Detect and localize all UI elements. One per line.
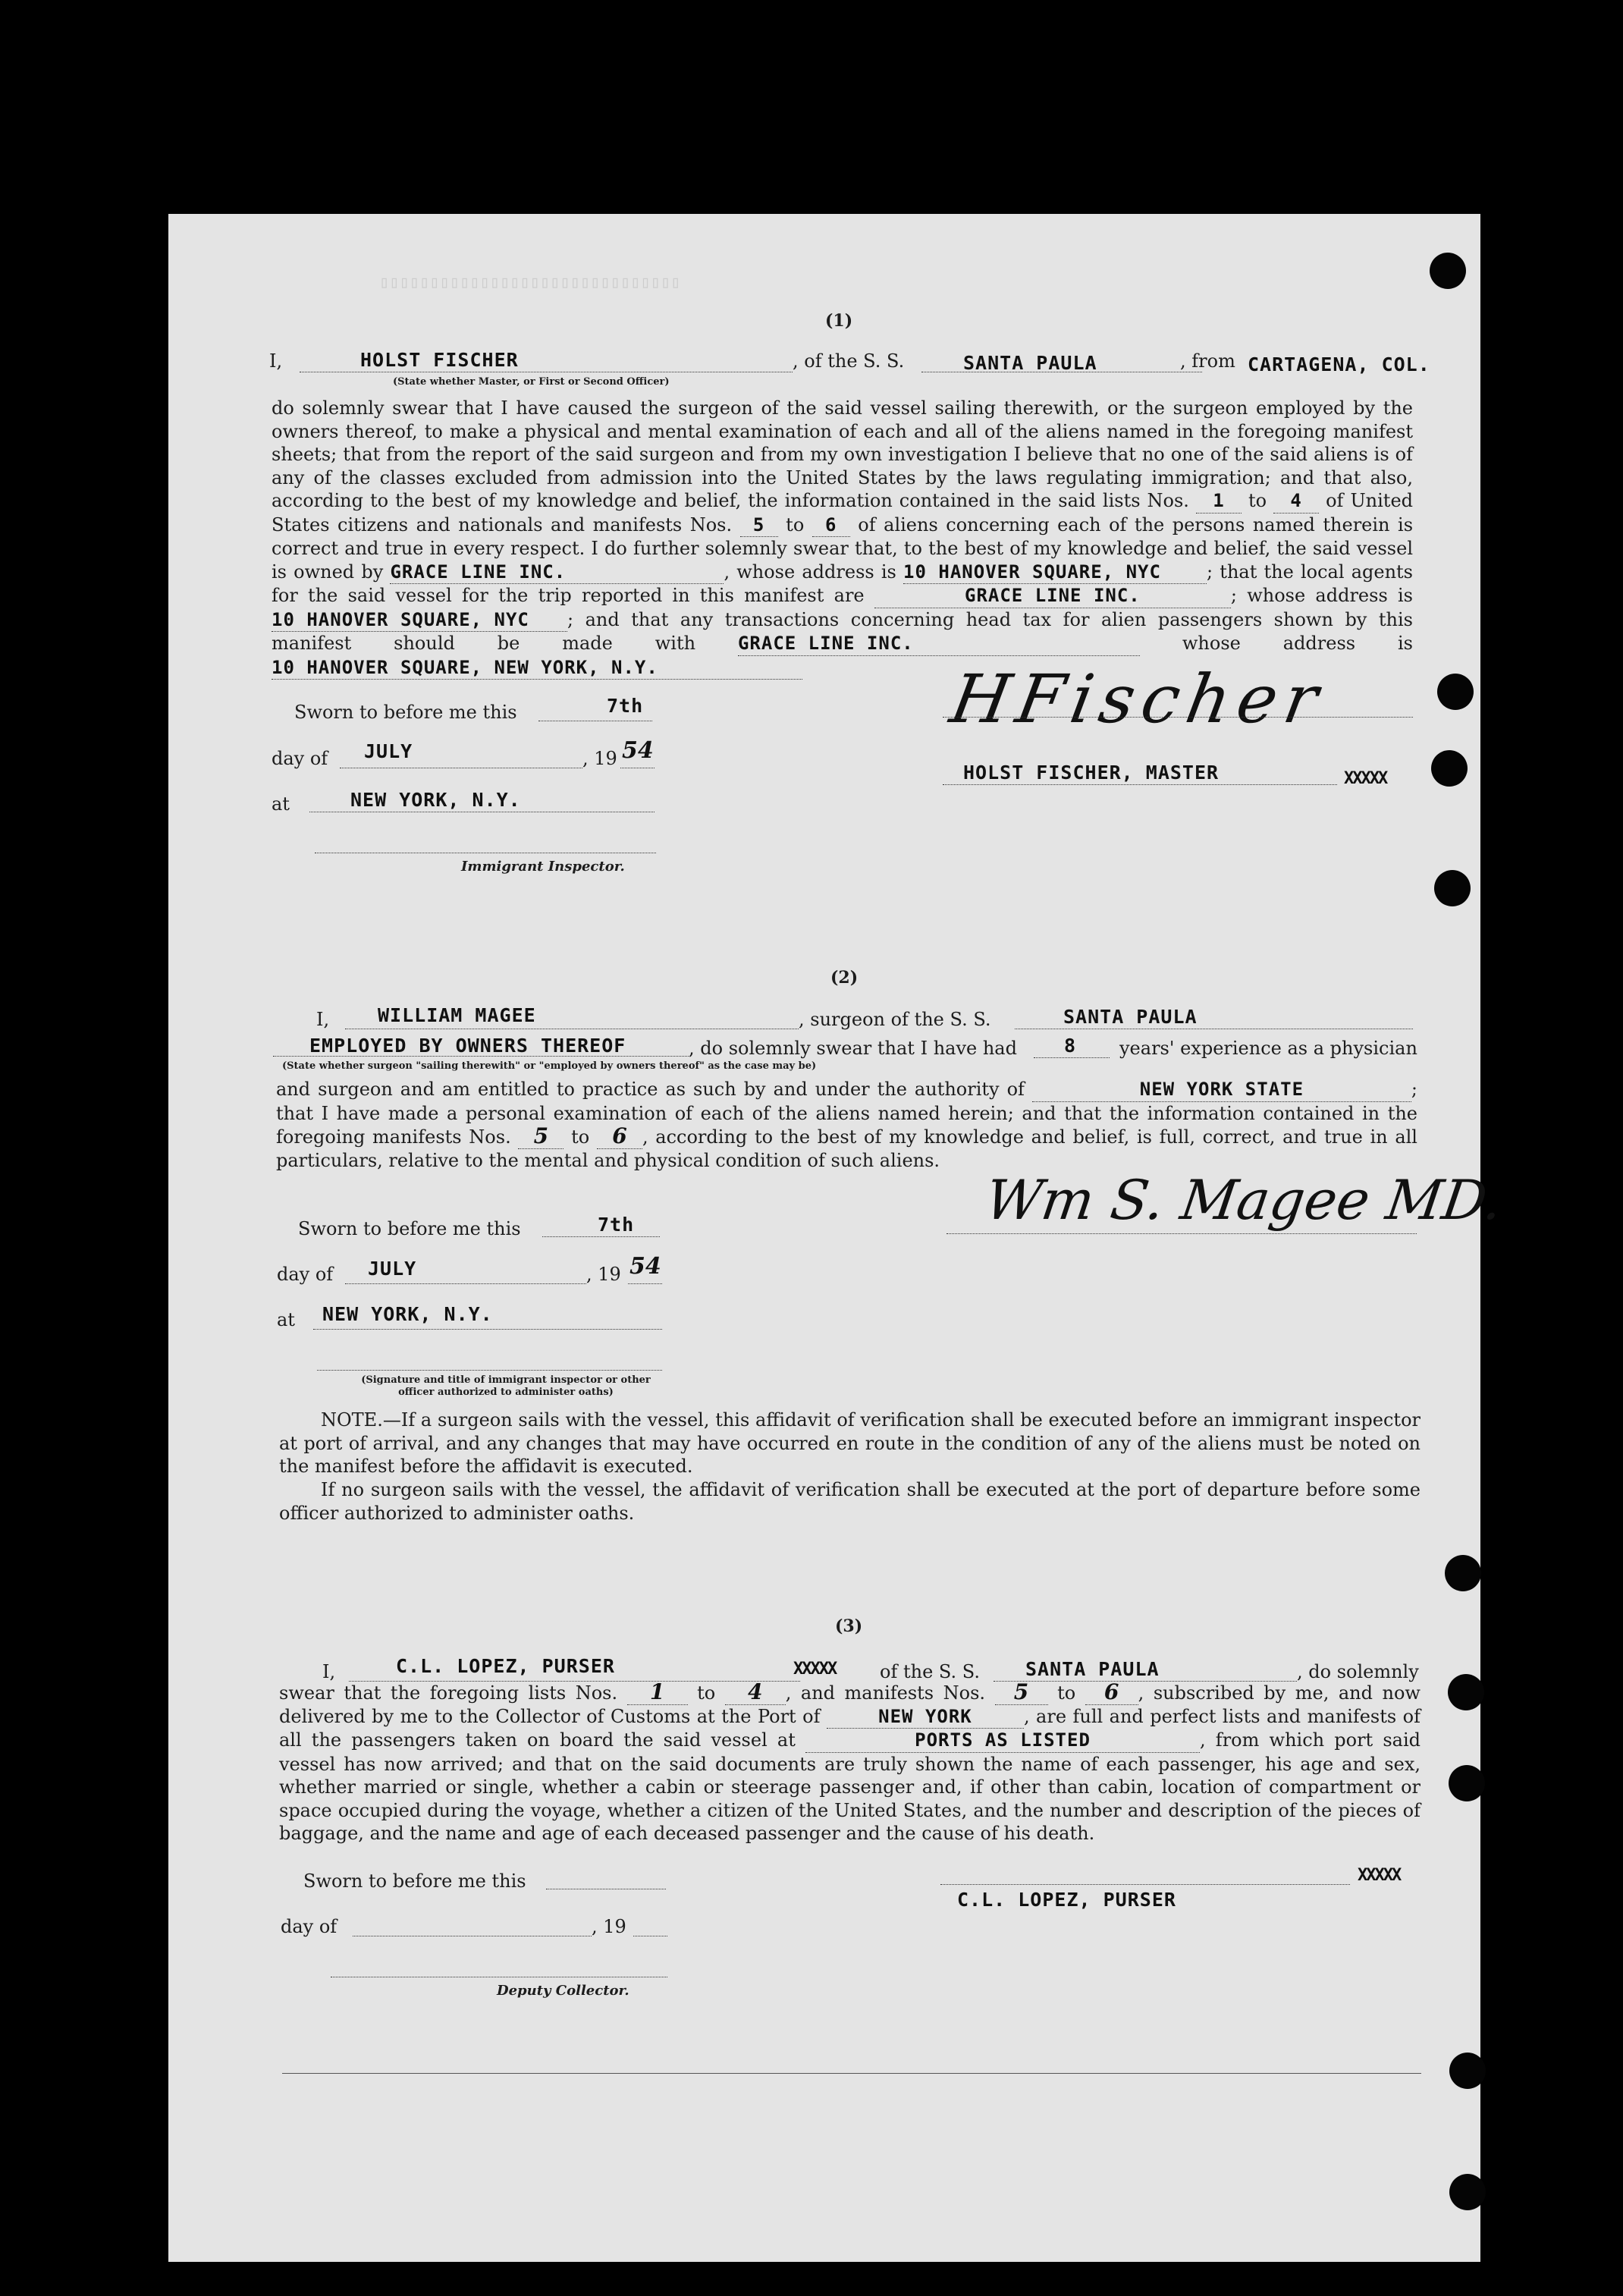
sworn-place: NEW YORK, N.Y. xyxy=(350,789,521,811)
head-tax-party: GRACE LINE INC. xyxy=(738,632,1140,656)
affidavit-text: that I have made a personal examination of each of the aliens named herein; and that the information contained in the foregoing manifests Nos. xyxy=(276,1102,1417,1148)
head-tax-address: 10 HANOVER SQUARE, NEW YORK, N.Y. xyxy=(272,656,802,680)
years-label: years' experience as a physician xyxy=(1119,1038,1417,1059)
port-of-arrival: NEW YORK xyxy=(827,1705,1024,1729)
sworn-label: Sworn to before me this xyxy=(303,1870,526,1892)
master-signer: HOLST FISCHER, MASTER xyxy=(963,762,1220,784)
purser-name: C.L. LOPEZ, PURSER xyxy=(396,1655,615,1677)
affidavit-text: of aliens concerning each of the persons named therein is correct and true in every respect. I do further solemnly swear that, to the best of my knowledge and belief, the said vessel is owned by xyxy=(272,514,1414,583)
employment-caption: (State whether surgeon "sailing therewith" or "employed by owners thereof" as the case may be) xyxy=(282,1060,817,1072)
year-prefix: , 19 xyxy=(592,1916,626,1937)
punch-hole xyxy=(1430,253,1466,289)
ports-boarded: PORTS AS LISTED xyxy=(805,1729,1200,1753)
month-line xyxy=(345,1283,586,1284)
section-2-body: and surgeon and am entitled to practice as such by and under the authority of NEW YORK STATE ; that I have made a personal examination of each of the aliens named herein; and that the information contained in the foregoing manifests Nos. 5 to 6 , according to the best of my knowledge and belief, is full, correct, and true in all particulars, relative to the mental and physical condition of such aliens. xyxy=(276,1079,1417,1171)
show-through-text: ▯▯▯▯▯▯▯▯▯▯▯▯▯▯▯▯▯▯▯▯▯▯▯▯▯▯▯▯▯▯ xyxy=(379,273,681,292)
master-caption: (State whether Master, or First or Second Officer) xyxy=(393,376,670,388)
punch-hole xyxy=(1449,2053,1486,2089)
punch-hole xyxy=(1445,1555,1481,1591)
lists-from: 1 xyxy=(1196,489,1242,514)
note-text: NOTE.—If a surgeon sails with the vessel, this affidavit of verification shall be executed before an immigrant inspector at port of arrival, and any changes that may have occurred en route in the condition of any of the aliens must be noted on the manifest before the affidavit is executed. xyxy=(279,1409,1421,1477)
section-3-i: I, xyxy=(322,1661,336,1682)
from-label: , from xyxy=(1180,350,1235,372)
punch-hole xyxy=(1449,1765,1485,1801)
master-signature: HFischer xyxy=(944,660,1332,738)
purser-signer: C.L. LOPEZ, PURSER xyxy=(957,1889,1176,1911)
manifests-to: 6 xyxy=(812,514,850,538)
punch-hole xyxy=(1449,2174,1486,2210)
year-line xyxy=(628,1283,662,1284)
affidavit-text: , according to the best of my knowledge and belief, is full, correct, and true in all particulars, relative to the mental and physical condition of such aliens. xyxy=(276,1126,1417,1171)
punch-hole xyxy=(1437,674,1474,710)
punch-hole xyxy=(1434,870,1471,906)
section-1-i: I, xyxy=(269,350,283,372)
affidavit-text: , whose address is xyxy=(724,561,896,583)
affidavit-text: ; that the local agents for the said vessel for the trip reported in this manifest are xyxy=(272,561,1413,606)
sworn-day-line xyxy=(542,1236,660,1237)
affidavit-text: whose address is xyxy=(1182,633,1413,654)
vessel-name: SANTA PAULA xyxy=(1025,1658,1160,1680)
sworn-day: 7th xyxy=(607,695,644,717)
owner-address: 10 HANOVER SQUARE, NYC xyxy=(903,561,1207,585)
affidavit-text: , and manifests Nos. xyxy=(785,1682,986,1704)
day-of-label: day of xyxy=(277,1264,334,1285)
lists-from: 1 xyxy=(627,1681,688,1705)
month: JULY xyxy=(368,1258,417,1280)
section-2-note xyxy=(279,1409,1421,1478)
year-prefix: , 19 xyxy=(586,1264,621,1285)
month: JULY xyxy=(364,740,413,762)
affidavit-text: ; and that any transactions concerning head tax for alien passengers shown by this manifest should be made with xyxy=(272,608,1413,654)
local-agents: GRACE LINE INC. xyxy=(874,584,1231,608)
section-2-number: (2) xyxy=(830,968,859,988)
of-the-ss-label: of the S. S. xyxy=(880,1661,980,1682)
manifests-from: 5 xyxy=(740,514,778,538)
surgeon-employment: EMPLOYED BY OWNERS THEREOF xyxy=(309,1035,626,1057)
section-3-number: (3) xyxy=(835,1616,863,1636)
year-suffix: 54 xyxy=(622,737,654,764)
inspector-caption: Immigrant Inspector. xyxy=(461,859,625,875)
agents-address: 10 HANOVER SQUARE, NYC xyxy=(272,608,567,633)
solemnly-label: , do solemnly xyxy=(1297,1661,1419,1682)
years-line xyxy=(1034,1057,1110,1058)
lists-to: 4 xyxy=(725,1681,786,1705)
master-signature-line xyxy=(943,717,1413,718)
year-suffix: 54 xyxy=(629,1253,661,1280)
punch-hole xyxy=(1448,1674,1484,1710)
affidavit-text: , subscribed by me, and now delivered by me to the Collector of Customs at the Port of xyxy=(279,1682,1421,1727)
to-label: to xyxy=(1057,1682,1076,1704)
lists-to: 4 xyxy=(1273,489,1319,514)
struck-title: XXXXX xyxy=(1344,769,1387,788)
of-the-ss-label: , of the S. S. xyxy=(793,350,905,372)
employment-line xyxy=(273,1056,689,1057)
master-name: HOLST FISCHER xyxy=(360,349,519,371)
collector-caption: Deputy Collector. xyxy=(497,1983,629,1999)
surgeon-signature-line xyxy=(946,1233,1417,1234)
to-label: to xyxy=(786,514,805,536)
officer-caption: (Signature and title of immigrant inspector or other officer authorized to administer oaths) xyxy=(361,1374,651,1398)
affidavit-text: and surgeon and am entitled to practice as such by and under the authority of xyxy=(276,1079,1025,1100)
bottom-rule xyxy=(282,2073,1421,2074)
section-2-note-2: If no surgeon sails with the vessel, the affidavit of verification shall be executed at the port of departure before some officer authorized to administer oaths. xyxy=(279,1479,1421,1524)
punch-hole xyxy=(1431,750,1468,787)
at-label: at xyxy=(272,793,290,815)
affidavit-text: , from which port said vessel has now arrived; and that on the said documents are truly shown the name of each passenger, his age and sex, whether married or single, whether a cabin or steerage passenger and, if other than cabin, location of compartment or space occupied during the voyage, whether a citizen of the United States, and the number and description of the pieces of baggage, and the name and age of each deceased passenger and the cause of his death. xyxy=(279,1729,1421,1844)
to-label: to xyxy=(571,1126,590,1148)
to-label: to xyxy=(1248,490,1267,511)
sworn-label: Sworn to before me this xyxy=(298,1218,521,1239)
place-line xyxy=(313,1329,662,1330)
affidavit-text: do solemnly swear that I have caused the surgeon of the said vessel sailing therewith, or the surgeon employed by the owners thereof, to make a physical and mental examination of each and all of the aliens named in the foregoing manifest sheets; that from the report of the said surgeon and from my own investigation I believe that no one of the said aliens is of any of the classes excluded from admission into the United States by the laws regulating immigration; and that also, according to the best of my knowledge and belief, the information contained in the said lists Nos. xyxy=(272,397,1413,511)
section-3-body xyxy=(279,1681,1421,1845)
vessel-owner: GRACE LINE INC. xyxy=(390,561,724,585)
swear-had-label: , do solemnly swear that I have had xyxy=(689,1038,1017,1059)
surgeon-signature: Wm S. Magee MD. xyxy=(981,1168,1507,1232)
purser-signature-line xyxy=(940,1884,1350,1885)
officer-signature-line xyxy=(317,1370,662,1371)
manifests-to: 6 xyxy=(1085,1681,1138,1705)
at-label: at xyxy=(277,1309,295,1330)
section-2-i: I, xyxy=(316,1009,330,1030)
struck-title: XXXXX xyxy=(793,1660,837,1679)
affidavit-text: ; whose address is xyxy=(1230,585,1413,606)
sworn-label: Sworn to before me this xyxy=(294,702,517,723)
port-from: CARTAGENA, COL. xyxy=(1248,353,1430,375)
struck-title: XXXXX xyxy=(1358,1866,1401,1885)
to-label: to xyxy=(697,1682,716,1704)
manifests-to: 6 xyxy=(597,1125,642,1149)
sworn-day: 7th xyxy=(598,1214,635,1236)
years-experience: 8 xyxy=(1064,1035,1077,1057)
sworn-place: NEW YORK, N.Y. xyxy=(322,1303,493,1325)
practice-authority: NEW YORK STATE xyxy=(1032,1078,1411,1102)
surgeon-name: WILLIAM MAGEE xyxy=(378,1004,536,1026)
manifests-from: 5 xyxy=(518,1125,563,1149)
affidavit-text: , are full and perfect lists and manifests of all the passengers taken on board the said vessel at xyxy=(279,1705,1421,1751)
vessel-name: SANTA PAULA xyxy=(963,352,1097,374)
day-of-label: day of xyxy=(281,1916,337,1937)
affidavit-text: swear that the foregoing lists Nos. xyxy=(279,1682,618,1704)
manifests-from: 5 xyxy=(995,1681,1048,1705)
vessel-name: SANTA PAULA xyxy=(1063,1006,1198,1028)
day-of-label: day of xyxy=(272,748,328,769)
affidavit-text: of United States citizens and nationals and manifests Nos. xyxy=(272,490,1414,536)
surgeon-of-label: , surgeon of the S. S. xyxy=(799,1009,991,1030)
year-prefix: , 19 xyxy=(582,748,617,769)
section-1-number: (1) xyxy=(825,311,853,331)
section-1-body xyxy=(272,397,1413,680)
signer-line xyxy=(943,784,1337,785)
